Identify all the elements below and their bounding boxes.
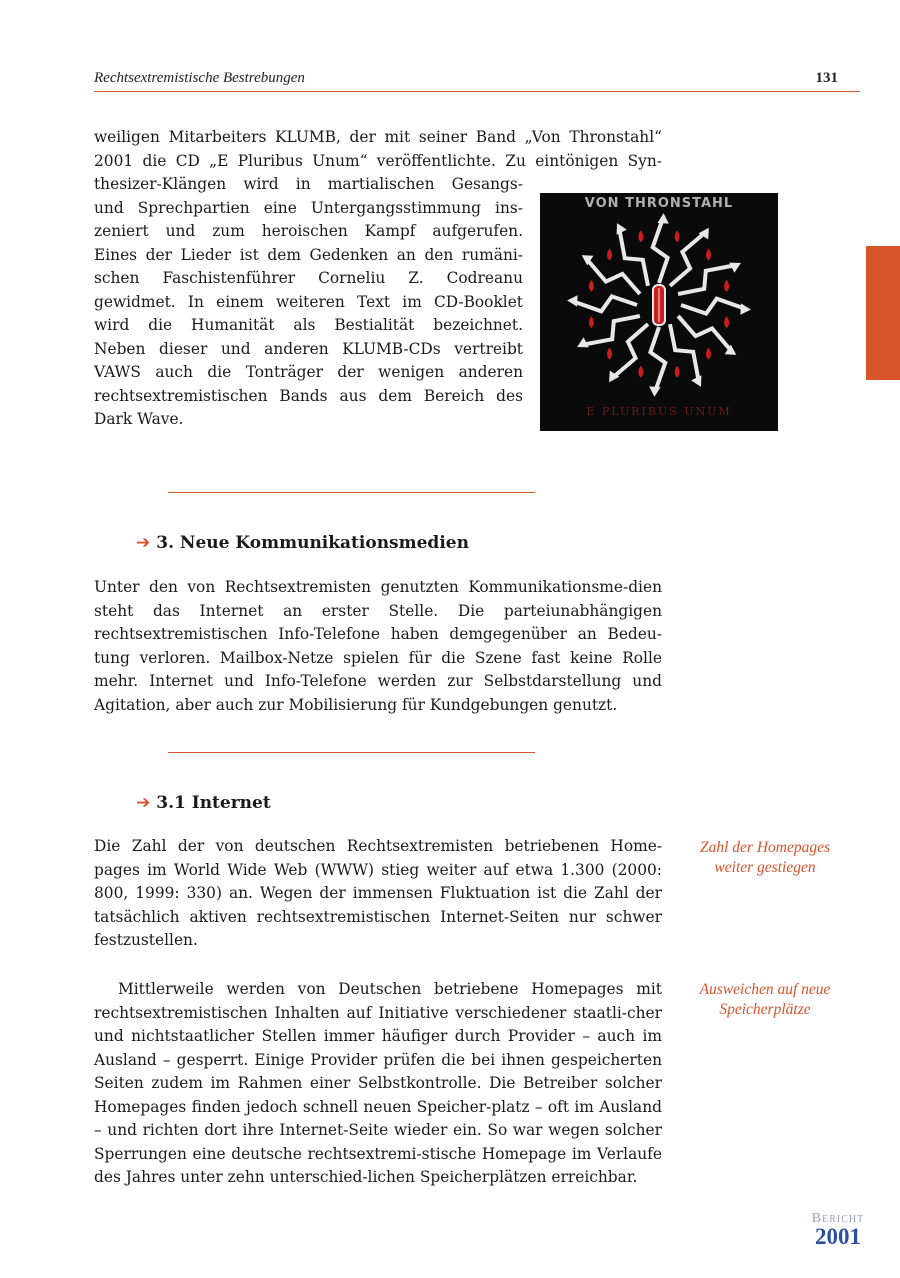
paragraph-4: Mittlerweile werden von Deutschen betriebene Homepages mit rechtsextremistischen Inhalten auf Initiative verschiedener staatli-cher und nichtstaatlicher Stellen immer häufiger durch Provider – auch im Ausland – gesperrt. Einige Provider prüfen die bei ihnen gespeicherten Seiten zudem im Rahmen einer Selbstkontrolle. Die Betreiber solcher Homepages finden jedoch schnell neuen Speicher-platz – oft im Ausland – und richten dort ihre Internet-Seite wieder ein. So war wegen solcher Sperrungen eine deutsche rechtsextremi-stische Homepage im Verlaufe des Jahres unter zehn unterschied-lichen Speicherplätzen erreichbar. [94,980,662,1186]
margin-note-1: Zahl der Homepages weiter gestiegen [699,839,831,876]
paragraph-1-line: weiligen Mitarbeiters KLUMB, der mit seiner Band „Von Thronstahl“ [94,128,662,146]
paragraph-1-line: Dark Wave. [94,410,184,428]
chapter-side-tab [866,246,900,380]
header-rule [94,91,860,92]
section-separator [168,492,535,493]
paragraph-2: Unter den von Rechtsextremisten genutzten Kommunikationsme-dien steht das Internet an erster Stelle. Die parteiunabhängigen rechtsextremistischen Info-Telefone haben demgegenüber an Bedeu-tung verloren. Mailbox-Netze spielen für die Szene fast keine Rolle mehr. Internet und Info-Telefone werden zur Selbstdarstellung und Agitation, aber auch zur Mobilisierung für Kundgebungen genutzt. [94,578,662,714]
section-heading-3-1-text: 3.1 Internet [156,793,271,813]
paragraph-1-line: Eines der Lieder ist dem Gedenken an den rumäni- [94,245,523,264]
section-separator [168,752,535,753]
section-heading-3 [136,533,469,553]
cover-center-emblem [653,285,665,325]
paragraph-1-line: 2001 die CD „E Pluribus Unum“ veröffentlichte. Zu eintönigen Syn- [94,151,662,170]
arrow-right-icon: ➔ [136,793,151,813]
paragraph-1-line: und Sprechpartien eine Untergangsstimmung ins- [94,198,523,217]
paragraph-1-line: thesizer-Klängen wird in martialischen Gesangs- [94,175,523,193]
paragraph-1-line: zeniert und zum heroischen Kampf aufgerufen. [94,222,523,240]
logo-word: Bericht [811,1211,865,1226]
cover-album-title: E PLURIBUS UNUM [586,405,732,418]
paragraph-1-line: wird die Humanität als Bestialität bezeichnet. [94,316,523,334]
margin-note-2: Ausweichen auf neue Speicherplätze [699,981,831,1018]
section-heading-3-1 [136,793,271,813]
cd-cover-image [540,193,778,431]
section-heading-3-text: 3. Neue Kommunikationsmedien [156,533,469,553]
paragraph-3: Die Zahl der von deutschen Rechtsextremisten betriebenen Home-pages im World Wide Web (WWW) stieg weiter auf etwa 1.300 (2000: 800, 1999: 330) an. Wegen der immensen Fluktuation ist die Zahl der tatsächlich aktiven rechtsextremistischen Internet-Seiten nur schwer festzustellen. [94,837,662,949]
paragraph-1-line: Neben dieser und anderen KLUMB-CDs vertreibt [94,339,523,358]
page-number: 131 [815,70,838,86]
paragraph-1-line: schen Faschistenführer Corneliu Z. Codreanu [94,269,523,287]
bericht-2001-logo [800,1212,876,1248]
running-header-title: Rechtsextremistische Bestrebungen [94,70,305,86]
paragraph-1-line: gewidmet. In einem weiteren Text im CD-Booklet [94,292,523,311]
arrow-right-icon: ➔ [136,533,151,553]
cover-band-name: VON THRONSTAHL [584,196,734,211]
logo-year: 2001 [815,1224,861,1249]
cd-cover-art [540,193,778,431]
paragraph-1-line: rechtsextremistischen Bands aus dem Bereich des [94,386,523,405]
paragraph-1-line: VAWS auch die Tonträger der wenigen anderen [94,363,523,381]
